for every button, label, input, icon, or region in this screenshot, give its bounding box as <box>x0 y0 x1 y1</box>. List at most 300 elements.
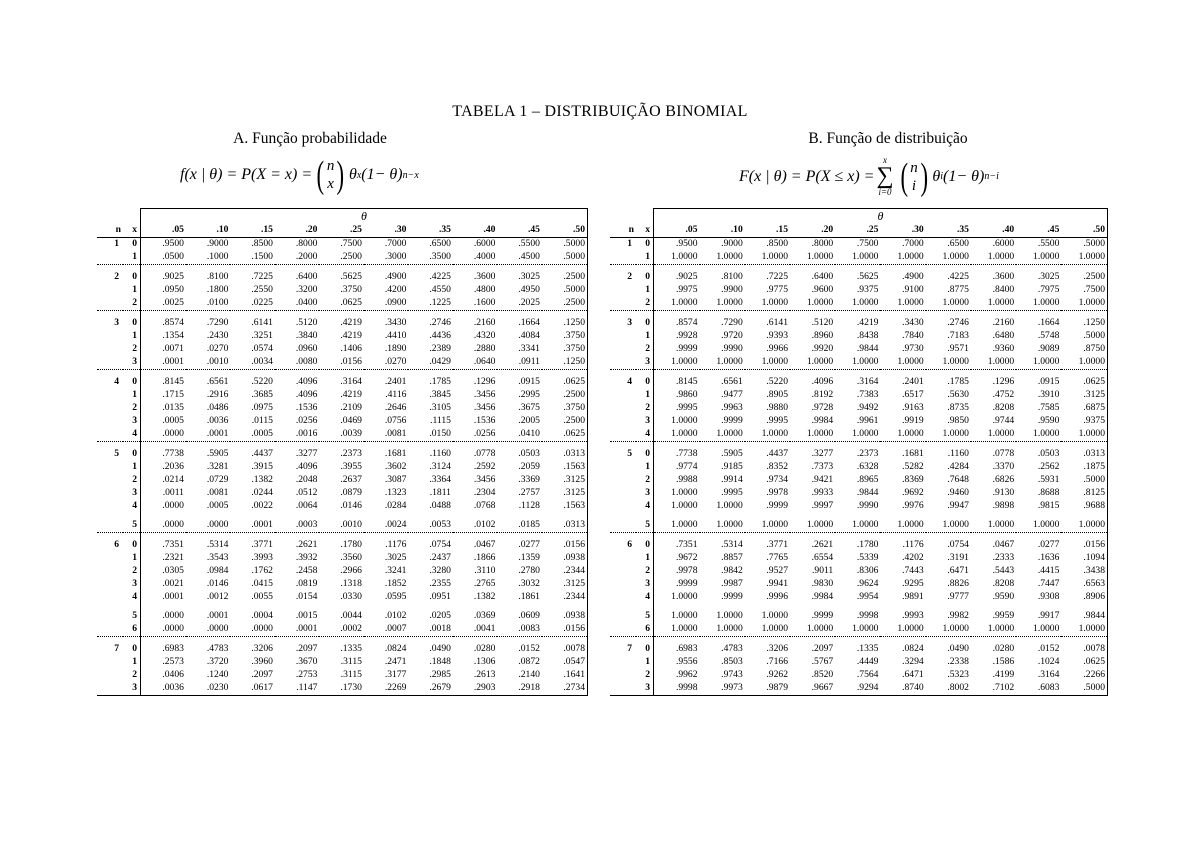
value-cell: .8100 <box>721 271 743 283</box>
value-cell: .7738 <box>675 448 698 460</box>
x-header: x <box>636 223 654 238</box>
value-cell: 1.0000 <box>790 356 835 370</box>
value-cell: .0083 <box>497 623 542 637</box>
value-cell: .8100 <box>206 271 229 283</box>
theta-header-45: .45 <box>497 223 542 238</box>
n-cell <box>97 591 123 604</box>
value-cell: .9941 <box>766 578 788 590</box>
n-cell <box>610 682 636 696</box>
value-cell: .0824 <box>902 643 924 655</box>
value-cell: .9844 <box>856 487 879 499</box>
value-cell: .0277 <box>1037 539 1060 551</box>
n-cell <box>610 297 636 311</box>
table-row <box>610 251 1108 265</box>
value-cell: .0415 <box>251 578 273 590</box>
value-cell: .3910 <box>1037 389 1060 401</box>
value-cell: .8000 <box>295 238 318 250</box>
value-cell: .9185 <box>721 461 743 473</box>
value-cell: .3456 <box>473 389 496 401</box>
theta-header-25: .25 <box>835 223 880 238</box>
value-cell: 1.0000 <box>654 356 700 370</box>
table-row <box>97 591 588 604</box>
value-cell: .1730 <box>319 682 364 696</box>
value-cell: .0313 <box>542 448 588 461</box>
value-cell: .0400 <box>275 297 320 311</box>
value-cell: .3251 <box>251 330 273 342</box>
value-cell: .7500 <box>856 238 879 250</box>
value-cell: .3771 <box>251 539 273 551</box>
value-cell: .3025 <box>518 271 540 283</box>
value-cell: .4000 <box>453 251 498 265</box>
n-cell <box>97 487 123 500</box>
theta-header-40: .40 <box>453 223 498 238</box>
value-cell: .8750 <box>1061 343 1107 356</box>
value-cell: .0081 <box>206 487 229 499</box>
x-cell: 2 <box>123 565 141 578</box>
value-cell: .9999 <box>721 415 743 427</box>
value-cell: .1636 <box>1037 552 1060 564</box>
value-cell: .2985 <box>429 669 451 681</box>
value-cell: .0001 <box>162 591 184 603</box>
value-cell: .5282 <box>902 461 924 473</box>
value-cell: .0078 <box>542 643 588 656</box>
value-cell: .5000 <box>542 251 588 265</box>
value-cell: .0034 <box>230 356 275 370</box>
value-cell: .9982 <box>947 610 969 622</box>
value-cell: .3000 <box>364 251 409 265</box>
n-cell <box>610 500 636 513</box>
value-cell: .2401 <box>902 376 924 388</box>
value-cell: .1250 <box>542 356 588 370</box>
value-cell: 1.0000 <box>745 356 790 370</box>
n-cell <box>97 330 123 343</box>
value-cell: 1.0000 <box>926 251 971 265</box>
n-cell <box>610 591 636 604</box>
value-cell: .9961 <box>856 415 879 427</box>
value-cell: .8208 <box>992 402 1015 414</box>
x-cell: 1 <box>123 389 141 402</box>
document-title: TABELA 1 – DISTRIBUIÇÃO BINOMIAL <box>452 103 748 120</box>
n-cell <box>610 461 636 474</box>
value-cell: .8145 <box>162 376 184 388</box>
sum-top: x <box>883 155 888 165</box>
n-cell: 2 <box>627 271 632 283</box>
value-cell: .0000 <box>141 623 186 637</box>
value-cell: .9294 <box>835 682 880 696</box>
table-row <box>97 402 588 415</box>
value-cell: .2765 <box>473 578 496 590</box>
value-cell: .2500 <box>542 389 588 402</box>
value-cell: .0036 <box>206 415 229 427</box>
value-cell: .1024 <box>1037 656 1060 668</box>
value-cell: .0984 <box>206 565 229 577</box>
value-cell: .9393 <box>766 330 788 342</box>
value-cell: .6826 <box>992 474 1015 486</box>
value-cell: .0152 <box>518 643 540 655</box>
theta-header-20: .20 <box>790 223 835 238</box>
value-cell: .2500 <box>542 297 588 311</box>
value-cell: .0512 <box>295 487 318 499</box>
formula-exp1: i <box>940 171 944 182</box>
value-cell: .0429 <box>408 356 453 370</box>
value-cell: .4219 <box>340 330 362 342</box>
value-cell: .8688 <box>1037 487 1060 499</box>
value-cell: .0000 <box>141 428 186 442</box>
n-cell <box>97 284 123 297</box>
table-row <box>97 271 588 284</box>
value-cell: .0503 <box>518 448 540 460</box>
value-cell: .9999 <box>721 591 743 603</box>
value-cell: .3115 <box>340 656 362 668</box>
value-cell: .2036 <box>162 461 184 473</box>
value-cell: .9947 <box>947 500 969 512</box>
value-cell: .9962 <box>675 669 698 681</box>
value-cell: .9966 <box>766 343 788 355</box>
value-cell: .3115 <box>340 669 362 681</box>
x-cell: 2 <box>123 474 141 487</box>
value-cell: .9928 <box>675 330 698 342</box>
binom-top: n <box>326 158 335 174</box>
value-cell: .9998 <box>654 682 700 696</box>
value-cell: .9997 <box>811 500 834 512</box>
value-cell: .2918 <box>497 682 542 696</box>
value-cell: .3560 <box>340 552 362 564</box>
value-cell: .8857 <box>721 552 743 564</box>
x-cell: 0 <box>636 271 654 284</box>
value-cell: .5000 <box>542 238 588 252</box>
value-cell: .9308 <box>1037 591 1060 603</box>
value-cell: .1890 <box>384 343 407 355</box>
value-cell: .0951 <box>429 591 451 603</box>
n-cell <box>97 415 123 428</box>
value-cell: .1641 <box>542 669 588 682</box>
value-cell: .9999 <box>675 578 698 590</box>
value-cell: .5323 <box>947 669 969 681</box>
value-cell: .3840 <box>295 330 318 342</box>
value-cell: .0150 <box>408 428 453 442</box>
value-cell: .0007 <box>364 623 409 637</box>
n-cell <box>97 343 123 356</box>
value-cell: 1.0000 <box>926 297 971 311</box>
value-cell: .3670 <box>295 656 318 668</box>
value-cell: .2269 <box>364 682 409 696</box>
value-cell: .6141 <box>766 317 788 329</box>
value-cell: .3932 <box>295 552 318 564</box>
table-row <box>97 415 588 428</box>
value-cell: .3341 <box>518 343 540 355</box>
n-cell <box>610 610 636 623</box>
value-cell: .0625 <box>319 297 364 311</box>
value-cell: .9975 <box>675 284 698 296</box>
value-cell: .1406 <box>340 343 362 355</box>
value-cell: .8905 <box>766 389 788 401</box>
table-row <box>97 297 588 311</box>
value-cell: .8002 <box>926 682 971 696</box>
value-cell: .7447 <box>1037 578 1060 590</box>
value-cell: .5748 <box>1037 330 1060 342</box>
x-cell: 4 <box>123 500 141 513</box>
value-cell: .5000 <box>1061 238 1107 252</box>
value-cell: .2344 <box>542 565 588 578</box>
value-cell: .2500 <box>319 251 364 265</box>
value-cell: .1664 <box>1037 317 1060 329</box>
value-cell: .5905 <box>206 448 229 460</box>
x-cell: 2 <box>636 669 654 682</box>
value-cell: .3543 <box>206 552 229 564</box>
value-cell: .1762 <box>251 565 273 577</box>
value-cell: .9688 <box>1061 500 1107 513</box>
n-cell <box>610 428 636 442</box>
value-cell: .5000 <box>1061 682 1107 696</box>
value-cell: .1094 <box>1061 552 1107 565</box>
x-cell: 1 <box>123 284 141 297</box>
value-cell: .2746 <box>947 317 969 329</box>
value-cell: .4320 <box>473 330 496 342</box>
value-cell: .1000 <box>186 251 231 265</box>
value-cell: .3456 <box>473 402 496 414</box>
value-cell: .0406 <box>162 669 184 681</box>
value-cell: .4116 <box>385 389 407 401</box>
value-cell: .0000 <box>186 519 231 533</box>
value-cell: .0625 <box>1061 376 1107 389</box>
value-cell: .6328 <box>856 461 879 473</box>
value-cell: .3685 <box>251 389 273 401</box>
binom-bottom: x <box>327 176 334 192</box>
value-cell: 1.0000 <box>671 500 698 512</box>
value-cell: .2966 <box>340 565 362 577</box>
n-cell <box>97 389 123 402</box>
value-cell: .0410 <box>497 428 542 442</box>
value-cell: .0280 <box>473 643 496 655</box>
value-cell: .3370 <box>992 461 1015 473</box>
value-cell: 1.0000 <box>790 519 835 533</box>
value-cell: .1354 <box>162 330 184 342</box>
x-cell: 0 <box>636 376 654 389</box>
n-cell <box>610 565 636 578</box>
table-row <box>97 500 588 513</box>
value-cell: .6983 <box>162 643 184 655</box>
x-cell: 0 <box>123 317 141 330</box>
value-cell: .1800 <box>206 284 229 296</box>
x-cell: 0 <box>636 539 654 552</box>
table-row <box>97 356 588 370</box>
n-cell: 7 <box>627 643 632 655</box>
value-cell: .0152 <box>1037 643 1060 655</box>
value-cell: .0100 <box>186 297 231 311</box>
value-cell: 1.0000 <box>1016 519 1061 533</box>
theta-header-30: .30 <box>364 223 409 238</box>
n-cell <box>610 623 636 637</box>
value-cell: .5000 <box>1061 330 1107 343</box>
value-cell: .9025 <box>675 271 698 283</box>
value-cell: .2613 <box>473 669 496 681</box>
value-cell: .7975 <box>1037 284 1060 296</box>
table-row <box>610 578 1108 591</box>
x-cell: 0 <box>123 376 141 389</box>
value-cell: .3125 <box>542 474 588 487</box>
n-cell: 3 <box>114 317 119 329</box>
value-cell: .0156 <box>542 623 588 637</box>
value-cell: .1866 <box>473 552 496 564</box>
value-cell: .8192 <box>811 389 834 401</box>
value-cell: .4752 <box>992 389 1015 401</box>
value-cell: .9375 <box>1061 415 1107 428</box>
value-cell: .2373 <box>856 448 879 460</box>
value-cell: .2437 <box>429 552 451 564</box>
theta-header-25: .25 <box>319 223 364 238</box>
x-cell: 2 <box>123 343 141 356</box>
value-cell: .0185 <box>497 519 542 533</box>
value-cell: .9025 <box>162 271 184 283</box>
value-cell: .7166 <box>766 656 788 668</box>
corner-cell <box>610 209 654 224</box>
value-cell: .0018 <box>408 623 453 637</box>
value-cell: 1.0000 <box>1061 297 1107 311</box>
value-cell: .2562 <box>1037 461 1060 473</box>
value-cell: .8503 <box>721 656 743 668</box>
value-cell: 1.0000 <box>880 251 925 265</box>
x-cell: 1 <box>123 656 141 669</box>
table-row <box>97 643 588 656</box>
x-cell: 3 <box>123 415 141 428</box>
value-cell: .8574 <box>675 317 698 329</box>
x-cell: 3 <box>636 578 654 591</box>
value-cell: .0915 <box>518 376 540 388</box>
value-cell: .3750 <box>542 402 588 415</box>
value-cell: 1.0000 <box>700 297 745 311</box>
value-cell: .1664 <box>518 317 540 329</box>
value-cell: 1.0000 <box>880 519 925 533</box>
value-cell: .1563 <box>542 500 588 513</box>
value-cell: 1.0000 <box>700 623 745 637</box>
n-cell <box>610 519 636 533</box>
binom-top: n <box>910 159 918 176</box>
value-cell: .5339 <box>856 552 879 564</box>
n-cell <box>97 461 123 474</box>
formula-exp1: x <box>356 169 362 181</box>
value-cell: .1306 <box>473 656 496 668</box>
value-cell: .0001 <box>230 519 275 533</box>
theta-header-35: .35 <box>408 223 453 238</box>
value-cell: .0053 <box>408 519 453 533</box>
value-cell: .9999 <box>675 343 698 355</box>
value-cell: .3164 <box>340 376 362 388</box>
value-cell: .3164 <box>856 376 879 388</box>
value-cell: .9879 <box>745 682 790 696</box>
table-row <box>97 428 588 442</box>
value-cell: .2097 <box>295 643 318 655</box>
value-cell: .9000 <box>206 238 229 250</box>
value-cell: 1.0000 <box>1061 356 1107 370</box>
value-cell: .6561 <box>206 376 229 388</box>
value-cell: .6517 <box>902 389 924 401</box>
x-cell: 1 <box>636 552 654 565</box>
value-cell: .1160 <box>429 448 451 460</box>
table-row <box>97 656 588 669</box>
value-cell: .8826 <box>947 578 969 590</box>
value-cell: .5625 <box>856 271 879 283</box>
n-cell <box>610 402 636 415</box>
value-cell: .9917 <box>1037 610 1060 622</box>
value-cell: .0011 <box>162 487 184 499</box>
value-cell: .9954 <box>856 591 879 603</box>
value-cell: .3720 <box>206 656 229 668</box>
x-cell: 5 <box>123 519 141 533</box>
value-cell: .2097 <box>811 643 834 655</box>
value-cell: .0016 <box>275 428 320 442</box>
table-row <box>97 474 588 487</box>
column-header-row <box>610 223 1108 238</box>
value-cell: .2592 <box>473 461 496 473</box>
value-cell: .5000 <box>542 284 588 297</box>
n-cell <box>97 251 123 265</box>
value-cell: .3993 <box>251 552 273 564</box>
table-row <box>610 669 1108 682</box>
x-cell: 3 <box>123 487 141 500</box>
value-cell: .3125 <box>1061 389 1107 402</box>
x-cell: 6 <box>123 623 141 637</box>
value-cell: 1.0000 <box>880 623 925 637</box>
value-cell: .5314 <box>721 539 743 551</box>
value-cell: 1.0000 <box>716 610 743 622</box>
value-cell: .0547 <box>542 656 588 669</box>
x-cell: 3 <box>123 356 141 370</box>
n-cell <box>97 402 123 415</box>
value-cell: .6500 <box>429 238 451 250</box>
value-cell: .3124 <box>429 461 451 473</box>
value-cell: .7383 <box>856 389 879 401</box>
value-cell: .8352 <box>766 461 788 473</box>
n-cell <box>610 415 636 428</box>
value-cell: .9919 <box>902 415 924 427</box>
value-cell: .0467 <box>473 539 496 551</box>
value-cell: 1.0000 <box>835 428 880 442</box>
value-cell: 1.0000 <box>700 356 745 370</box>
value-cell: .0000 <box>162 500 184 512</box>
theta-header-row <box>610 209 1108 224</box>
value-cell: .0950 <box>162 284 184 296</box>
value-cell: .9667 <box>790 682 835 696</box>
table-row <box>610 428 1108 442</box>
table-row <box>97 376 588 389</box>
value-cell: 1.0000 <box>971 519 1016 533</box>
x-cell: 3 <box>123 578 141 591</box>
value-cell: .0225 <box>230 297 275 311</box>
n-cell <box>97 519 123 533</box>
value-cell: .0975 <box>251 402 273 414</box>
value-cell: .2621 <box>811 539 834 551</box>
value-cell: .9000 <box>721 238 743 250</box>
value-cell: .9880 <box>766 402 788 414</box>
value-cell: .0001 <box>141 356 186 370</box>
value-cell: .9777 <box>947 591 969 603</box>
value-cell: .0488 <box>429 500 451 512</box>
value-cell: .4096 <box>295 461 318 473</box>
value-cell: .0277 <box>518 539 540 551</box>
x-cell: 4 <box>636 500 654 513</box>
value-cell: 1.0000 <box>654 428 700 442</box>
value-cell: .6400 <box>811 271 834 283</box>
value-cell: .0938 <box>542 552 588 565</box>
value-cell: .0044 <box>340 610 362 622</box>
value-cell: .8208 <box>992 578 1015 590</box>
value-cell: 1.0000 <box>835 251 880 265</box>
value-cell: .6141 <box>251 317 273 329</box>
theta-header-row <box>97 209 588 224</box>
x-cell: 0 <box>123 539 141 552</box>
x-header: x <box>123 223 141 238</box>
value-cell: .4199 <box>992 669 1015 681</box>
